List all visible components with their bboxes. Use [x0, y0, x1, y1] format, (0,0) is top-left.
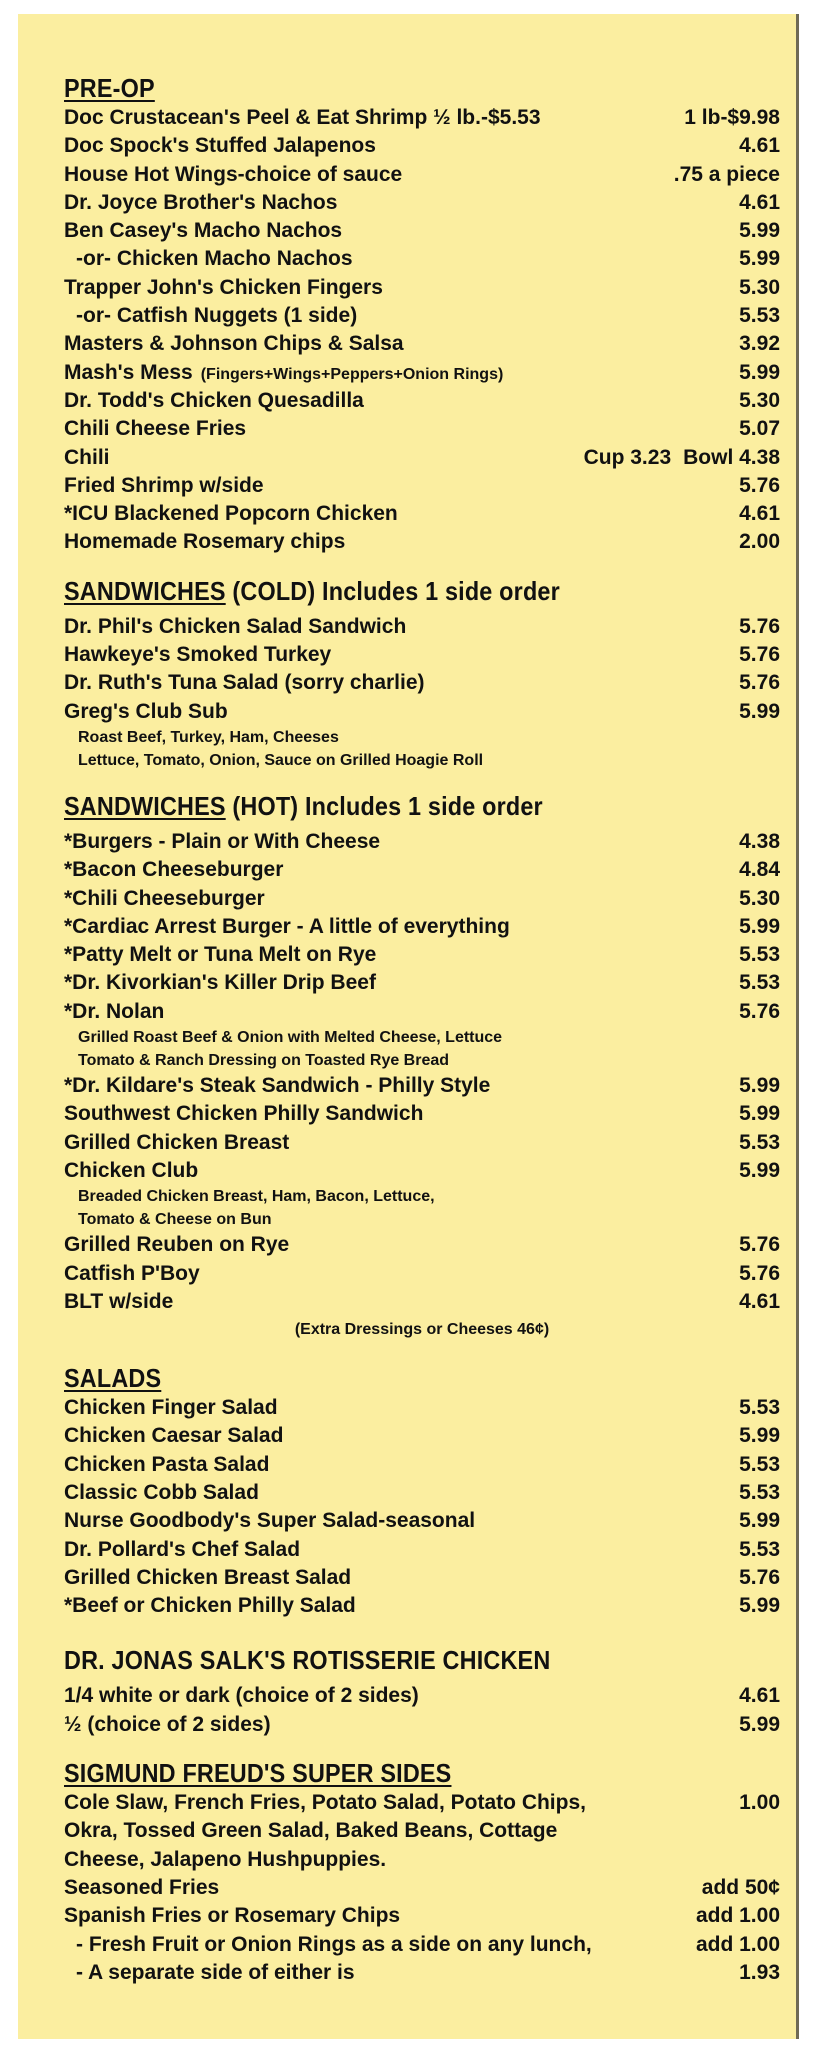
- item-price: 5.76: [739, 1565, 780, 1589]
- item-name: Grilled Reuben on Rye: [64, 1233, 290, 1257]
- menu-item: [64, 1231, 780, 1259]
- item-name: Dr. Pollard's Chef Salad: [64, 1537, 301, 1561]
- item-name: Dr. Ruth's Tuna Salad (sorry charlie): [64, 671, 425, 695]
- item-note: (Fingers+Wings+Peppers+Onion Rings): [200, 365, 504, 383]
- item-price: add 1.00: [695, 1932, 780, 1956]
- menu-item: [64, 1592, 780, 1620]
- menu-item: [64, 1536, 780, 1564]
- menu-item: [64, 444, 780, 472]
- rotisserie-items: [64, 1682, 780, 1739]
- section-title: SANDWICHES (HOT) Includes 1 side order: [64, 790, 543, 821]
- item-price: 5.76: [739, 614, 780, 638]
- item-name: Masters & Johnson Chips & Salsa: [64, 332, 404, 356]
- hot-sandwich-items: [64, 1072, 780, 1185]
- menu-item: [64, 1100, 780, 1128]
- menu-card: [18, 14, 799, 2039]
- menu-item: [64, 1507, 780, 1535]
- item-name: Dr. Joyce Brother's Nachos: [64, 190, 338, 214]
- menu-item: [64, 1682, 780, 1710]
- menu-item: [64, 941, 780, 969]
- item-name: Dr. Phil's Chicken Salad Sandwich: [64, 614, 407, 638]
- item-price: 5.99: [739, 1424, 780, 1448]
- item-name: Chili: [64, 445, 110, 469]
- item-price: 4.61: [739, 1289, 780, 1313]
- item-price: 5.53: [739, 1537, 780, 1561]
- menu-item: [64, 613, 780, 641]
- item-name: - A separate side of either is: [76, 1960, 355, 1984]
- menu-item-continued: [64, 1817, 780, 1845]
- item-price: 1.93: [739, 1960, 780, 1984]
- item-price: 5.53: [739, 1452, 780, 1476]
- hot-sandwich-items: [64, 828, 780, 1026]
- menu-item: [64, 1072, 780, 1100]
- item-price: 5.99: [739, 1074, 780, 1098]
- item-name: *Dr. Kivorkian's Killer Drip Beef: [64, 971, 376, 995]
- section-title: SANDWICHES (COLD) Includes 1 side order: [64, 575, 560, 606]
- hot-sandwich-items: [64, 1231, 780, 1316]
- menu-item: [64, 1874, 780, 1902]
- menu-item: [64, 998, 780, 1026]
- menu-item: [64, 1394, 780, 1422]
- item-name: Chicken Caesar Salad: [64, 1424, 284, 1448]
- section-title: DR. JONAS SALK'S ROTISSERIE CHICKEN: [64, 1645, 551, 1676]
- item-name: Hawkeye's Smoked Turkey: [64, 643, 332, 667]
- item-price: 5.99: [739, 219, 780, 243]
- menu-item: [64, 189, 780, 217]
- item-price: 5.99: [739, 360, 780, 384]
- item-price: 2.00: [739, 530, 780, 554]
- item-price: 5.99: [739, 914, 780, 938]
- item-price: 5.76: [739, 643, 780, 667]
- menu-item: [64, 359, 780, 387]
- item-name: Classic Cobb Salad: [64, 1480, 259, 1504]
- menu-item: [64, 528, 780, 556]
- item-name: Dr. Todd's Chicken Quesadilla: [64, 388, 364, 412]
- item-name: Mash's Mess: [64, 360, 193, 384]
- item-name: *ICU Blackened Popcorn Chicken: [64, 502, 398, 526]
- menu-item: [64, 641, 780, 669]
- menu-item: [64, 472, 780, 500]
- item-name: Okra, Tossed Green Salad, Baked Beans, Cottage: [64, 1819, 558, 1843]
- item-name: Spanish Fries or Rosemary Chips: [64, 1904, 401, 1928]
- menu-item: [64, 274, 780, 302]
- item-price: 1.00: [739, 1791, 780, 1815]
- item-description: Grilled Roast Beef & Onion with Melted Cheese, Lettuce: [78, 1029, 503, 1047]
- section-sandwiches-cold: [64, 575, 780, 772]
- item-name: Doc Spock's Stuffed Jalapenos: [64, 134, 376, 158]
- item-name: Nurse Goodbody's Super Salad-seasonal: [64, 1509, 476, 1533]
- item-name: *Dr. Nolan: [64, 999, 165, 1023]
- item-name: 1/4 white or dark (choice of 2 sides): [64, 1684, 419, 1708]
- salad-items: [64, 1394, 780, 1620]
- section-super-sides: [64, 1757, 780, 1987]
- item-name: House Hot Wings-choice of sauce: [64, 162, 403, 186]
- item-price: 1 lb-$9.98: [684, 106, 780, 129]
- menu-item: [64, 104, 780, 132]
- item-price: 5.76: [739, 1233, 780, 1257]
- item-name: Trapper John's Chicken Fingers: [64, 275, 383, 299]
- item-price: 5.99: [739, 1594, 780, 1618]
- item-price: add 50¢: [701, 1875, 780, 1899]
- item-price: 5.53: [739, 1396, 780, 1420]
- menu-item: [64, 1789, 780, 1817]
- section-title: SALADS: [64, 1363, 162, 1394]
- item-price: 4.38: [739, 829, 780, 853]
- item-description: Breaded Chicken Breast, Ham, Bacon, Lettuce,: [78, 1188, 435, 1206]
- item-price: 4.61: [739, 502, 780, 526]
- item-name: Chicken Pasta Salad: [64, 1452, 270, 1476]
- item-description: Tomato & Ranch Dressing on Toasted Rye Bread: [78, 1052, 450, 1070]
- item-name: *Beef or Chicken Philly Salad: [64, 1594, 356, 1618]
- menu-item: [64, 500, 780, 528]
- menu-item: [64, 1711, 780, 1739]
- item-name: Seasoned Fries: [64, 1875, 220, 1899]
- item-name: Grilled Chicken Breast: [64, 1130, 290, 1154]
- menu-item: [64, 1902, 780, 1930]
- menu-item-continued: [64, 1846, 780, 1874]
- menu-item: [64, 415, 780, 443]
- item-name: -or- Chicken Macho Nachos: [76, 247, 353, 271]
- item-price: 3.92: [739, 332, 780, 356]
- item-name: Chicken Finger Salad: [64, 1396, 278, 1420]
- item-name: Catfish P'Boy: [64, 1261, 200, 1285]
- menu-item: [64, 387, 780, 415]
- menu-item: [64, 1260, 780, 1288]
- item-price: 5.30: [739, 388, 780, 412]
- item-price: 5.99: [739, 1158, 780, 1182]
- item-name: Homemade Rosemary chips: [64, 530, 346, 554]
- item-price: 5.30: [739, 886, 780, 910]
- item-price: 5.99: [739, 1712, 780, 1736]
- item-price: 5.99: [739, 1102, 780, 1126]
- menu-item: [64, 1157, 780, 1185]
- item-price: 5.76: [739, 671, 780, 695]
- menu-item: [64, 913, 780, 941]
- menu-item: [64, 1422, 780, 1450]
- item-price: 5.76: [739, 473, 780, 497]
- item-price: Bowl 4.38: [683, 445, 780, 469]
- item-price: 4.61: [739, 1684, 780, 1708]
- item-name: Fried Shrimp w/side: [64, 473, 264, 497]
- pre-op-items: [64, 104, 780, 557]
- menu-item: [64, 1451, 780, 1479]
- section-pre-op: [64, 72, 780, 557]
- menu-item: [64, 698, 780, 726]
- menu-item: [64, 828, 780, 856]
- item-price: 5.76: [739, 999, 780, 1023]
- item-price: 5.53: [739, 304, 780, 328]
- section-salads: [64, 1362, 780, 1620]
- item-description: Lettuce, Tomato, Onion, Sauce on Grilled Hoagie Roll: [78, 751, 484, 769]
- item-price: 5.53: [739, 943, 780, 967]
- item-name: *Patty Melt or Tuna Melt on Rye: [64, 943, 377, 967]
- menu-item: [64, 161, 780, 189]
- item-price: 5.99: [739, 1509, 780, 1533]
- menu-item: [64, 1288, 780, 1316]
- item-name: *Bacon Cheeseburger: [64, 858, 284, 882]
- section-title: PRE-OP: [64, 73, 155, 103]
- item-price: 5.99: [739, 699, 780, 723]
- item-price: 4.61: [739, 134, 780, 158]
- item-name: Southwest Chicken Philly Sandwich: [64, 1102, 424, 1126]
- menu-item: [64, 330, 780, 358]
- item-name: *Dr. Kildare's Steak Sandwich - Philly Style: [64, 1074, 491, 1098]
- item-description: Roast Beef, Turkey, Ham, Cheeses: [78, 728, 339, 746]
- item-price: 5.53: [739, 1480, 780, 1504]
- item-price: 5.53: [739, 1130, 780, 1154]
- item-price: add 1.00: [695, 1904, 780, 1928]
- menu-item: [64, 1931, 780, 1959]
- section-sandwiches-hot: [64, 790, 780, 1344]
- item-price: 4.61: [739, 190, 780, 214]
- side-items: [64, 1874, 780, 1987]
- menu-content: [64, 72, 780, 1987]
- section-rotisserie: [64, 1644, 780, 1739]
- item-price: .75 a piece: [673, 162, 780, 186]
- item-name: Doc Crustacean's Peel & Eat Shrimp ½ lb.-$5.53: [64, 106, 541, 129]
- menu-item: [64, 132, 780, 160]
- item-name: -or- Catfish Nuggets (1 side): [76, 304, 358, 328]
- menu-item: [64, 885, 780, 913]
- item-name: *Burgers - Plain or With Cheese: [64, 829, 381, 853]
- menu-item: [64, 245, 780, 273]
- menu-item: [64, 969, 780, 997]
- item-name: *Chili Cheeseburger: [64, 886, 265, 910]
- menu-item: [64, 1479, 780, 1507]
- item-price: 5.99: [739, 247, 780, 271]
- menu-item: [64, 1564, 780, 1592]
- menu-item: [64, 217, 780, 245]
- item-name: Chicken Club: [64, 1158, 199, 1182]
- extras-note: (Extra Dressings or Cheeses 46¢): [294, 1321, 550, 1339]
- menu-item: [64, 669, 780, 697]
- item-price: 5.53: [739, 971, 780, 995]
- item-name: Chili Cheese Fries: [64, 417, 247, 441]
- cold-sandwich-items: [64, 613, 780, 726]
- item-description: Tomato & Cheese on Bun: [78, 1211, 272, 1229]
- item-name: ½ (choice of 2 sides): [64, 1712, 271, 1736]
- item-price: 5.30: [739, 275, 780, 299]
- item-price-cup: Cup 3.23: [583, 445, 672, 469]
- item-price: 5.07: [739, 417, 780, 441]
- item-name: Cole Slaw, French Fries, Potato Salad, Potato Chips,: [64, 1791, 586, 1815]
- menu-item: [64, 856, 780, 884]
- item-price: 4.84: [739, 858, 780, 882]
- item-name: BLT w/side: [64, 1289, 174, 1313]
- item-name: Greg's Club Sub: [64, 699, 228, 723]
- item-name: *Cardiac Arrest Burger - A little of everything: [64, 914, 510, 938]
- menu-item: [64, 302, 780, 330]
- item-name: Cheese, Jalapeno Hushpuppies.: [64, 1847, 387, 1871]
- item-price: 5.76: [739, 1261, 780, 1285]
- section-title: SIGMUND FREUD'S SUPER SIDES: [64, 1758, 452, 1789]
- item-name: - Fresh Fruit or Onion Rings as a side on any lunch,: [76, 1932, 592, 1956]
- item-name: Grilled Chicken Breast Salad: [64, 1565, 352, 1589]
- menu-item: [64, 1129, 780, 1157]
- item-name: Ben Casey's Macho Nachos: [64, 219, 343, 243]
- menu-item: [64, 1959, 780, 1987]
